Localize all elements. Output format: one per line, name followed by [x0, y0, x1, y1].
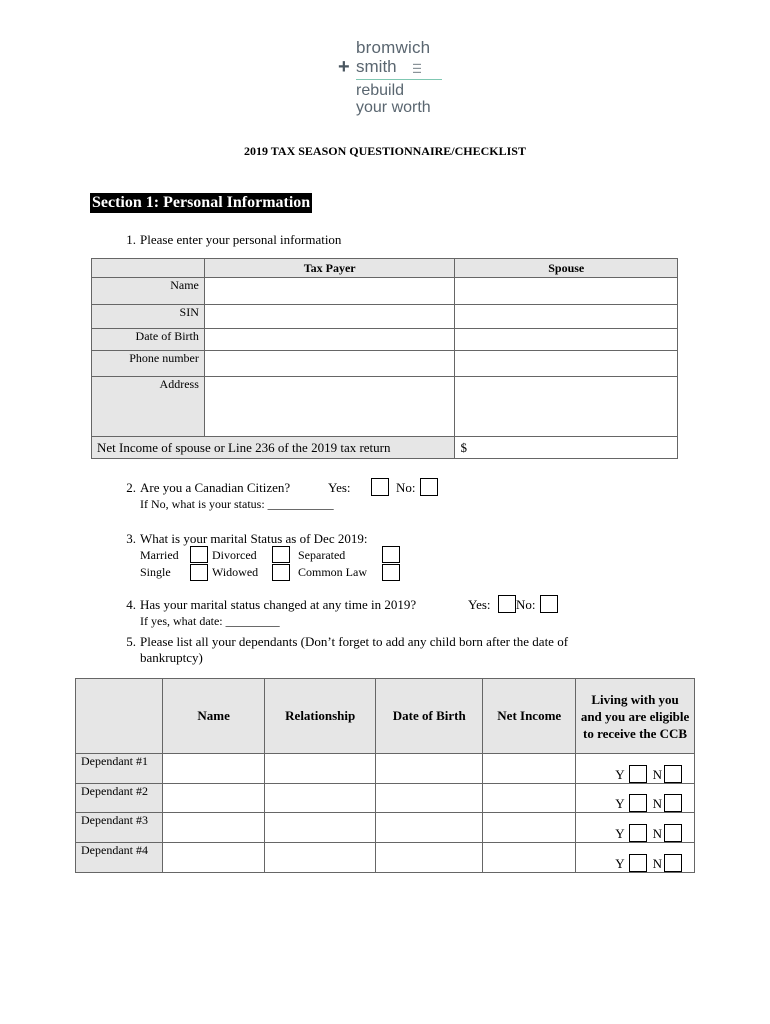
spouse-name-field[interactable]: [455, 278, 678, 305]
widowed-checkbox[interactable]: [272, 564, 290, 581]
logo-line-smith: smith: [356, 57, 397, 76]
logo-tagline: rebuild your worth: [356, 82, 431, 116]
dep-header-blank: [76, 679, 163, 754]
logo-divider: [356, 79, 442, 80]
question-2: 2. Are you a Canadian Citizen? Yes: No: If No, what is your status: ___________: [116, 480, 516, 516]
common-law-checkbox[interactable]: [382, 564, 400, 581]
dependant-3-label: Dependant #3: [76, 813, 163, 843]
question-4: 4. Has your marital status changed at any time in 2019? Yes: No: If yes, what date: _________: [116, 597, 576, 631]
dep-header-dob: Date of Birth: [376, 679, 483, 754]
dependant-4-relationship-field[interactable]: [265, 843, 376, 873]
citizen-no-checkbox[interactable]: [420, 478, 438, 496]
dependant-2-label: Dependant #2: [76, 784, 163, 813]
table-header-taxpayer: Tax Payer: [204, 259, 455, 278]
net-income-field[interactable]: $: [455, 437, 678, 459]
spouse-sin-field[interactable]: [455, 305, 678, 329]
dep-header-name: Name: [163, 679, 265, 754]
status-changed-yes-checkbox[interactable]: [498, 595, 516, 613]
dependant-2-income-field[interactable]: [483, 784, 576, 813]
logo-plus: +: [338, 56, 350, 78]
company-logo: [338, 38, 458, 124]
separated-checkbox[interactable]: [382, 546, 400, 563]
dependant-4-dob-field[interactable]: [376, 843, 483, 873]
spouse-address-field[interactable]: [455, 377, 678, 437]
net-income-label: Net Income of spouse or Line 236 of the 2019 tax return: [92, 437, 455, 459]
row-label-address: Address: [92, 377, 205, 437]
table-header-spouse: Spouse: [455, 259, 678, 278]
dependant-3-relationship-field[interactable]: [265, 813, 376, 843]
dep-header-net-income: Net Income: [483, 679, 576, 754]
dependant-4-ccb-no-checkbox[interactable]: [664, 854, 682, 872]
divorced-checkbox[interactable]: [272, 546, 290, 563]
dependant-2-name-field[interactable]: [163, 784, 265, 813]
personal-info-table: [91, 258, 678, 459]
taxpayer-phone-field[interactable]: [204, 351, 455, 377]
status-changed-no-checkbox[interactable]: [540, 595, 558, 613]
dependant-4-ccb-yes-checkbox[interactable]: [629, 854, 647, 872]
taxpayer-name-field[interactable]: [204, 278, 455, 305]
spouse-phone-field[interactable]: [455, 351, 678, 377]
single-checkbox[interactable]: [190, 564, 208, 581]
dependant-3-ccb: Y N: [576, 813, 695, 843]
question-5: 5. Please list all your dependants (Don’t forget to add any child born after the date of bankruptcy): [126, 634, 569, 665]
dependant-1-ccb-no-checkbox[interactable]: [664, 765, 682, 783]
page-title: 2019 TAX SEASON QUESTIONNAIRE/CHECKLIST: [244, 144, 526, 158]
dependant-3-ccb-yes-checkbox[interactable]: [629, 824, 647, 842]
question-3: 3. What is your marital Status as of Dec 2019: Married Divorced Separated Single Widowed Common Law: [116, 531, 536, 583]
status-change-date-field[interactable]: If yes, what date: _________: [140, 614, 280, 628]
row-label-phone: Phone number: [92, 351, 205, 377]
row-label-dob: Date of Birth: [92, 329, 205, 351]
dependant-2-ccb-yes-checkbox[interactable]: [629, 794, 647, 812]
table-header-blank: [92, 259, 205, 278]
citizen-status-field[interactable]: If No, what is your status: ___________: [140, 497, 334, 511]
dependant-1-label: Dependant #1: [76, 754, 163, 784]
dependant-1-dob-field[interactable]: [376, 754, 483, 784]
dependant-2-dob-field[interactable]: [376, 784, 483, 813]
dependant-1-name-field[interactable]: [163, 754, 265, 784]
dependant-3-income-field[interactable]: [483, 813, 576, 843]
taxpayer-dob-field[interactable]: [204, 329, 455, 351]
dependant-3-dob-field[interactable]: [376, 813, 483, 843]
dependant-1-income-field[interactable]: [483, 754, 576, 784]
dependant-1-ccb: Y N: [576, 754, 695, 784]
dep-header-ccb: Living with you and you are eligible to receive the CCB: [576, 679, 695, 754]
dependant-1-ccb-yes-checkbox[interactable]: [629, 765, 647, 783]
logo-fine-print-mark: ▬▬ ▬▬ ▬▬: [413, 61, 421, 74]
taxpayer-address-field[interactable]: [204, 377, 455, 437]
dependant-3-ccb-no-checkbox[interactable]: [664, 824, 682, 842]
dependant-3-name-field[interactable]: [163, 813, 265, 843]
row-label-sin: SIN: [92, 305, 205, 329]
dependant-4-label: Dependant #4: [76, 843, 163, 873]
spouse-dob-field[interactable]: [455, 329, 678, 351]
dependant-4-ccb: Y N: [576, 843, 695, 873]
dependant-4-income-field[interactable]: [483, 843, 576, 873]
dependant-2-ccb-no-checkbox[interactable]: [664, 794, 682, 812]
taxpayer-sin-field[interactable]: [204, 305, 455, 329]
dependant-1-relationship-field[interactable]: [265, 754, 376, 784]
section-heading: Section 1: Personal Information: [92, 194, 311, 211]
dependant-2-ccb: Y N: [576, 784, 695, 813]
row-label-name: Name: [92, 278, 205, 305]
married-checkbox[interactable]: [190, 546, 208, 563]
dependant-2-relationship-field[interactable]: [265, 784, 376, 813]
logo-line-bromwich: bromwich: [356, 38, 431, 57]
dependants-table: [75, 678, 695, 873]
citizen-yes-checkbox[interactable]: [371, 478, 389, 496]
dependant-4-name-field[interactable]: [163, 843, 265, 873]
dep-header-relationship: Relationship: [265, 679, 376, 754]
